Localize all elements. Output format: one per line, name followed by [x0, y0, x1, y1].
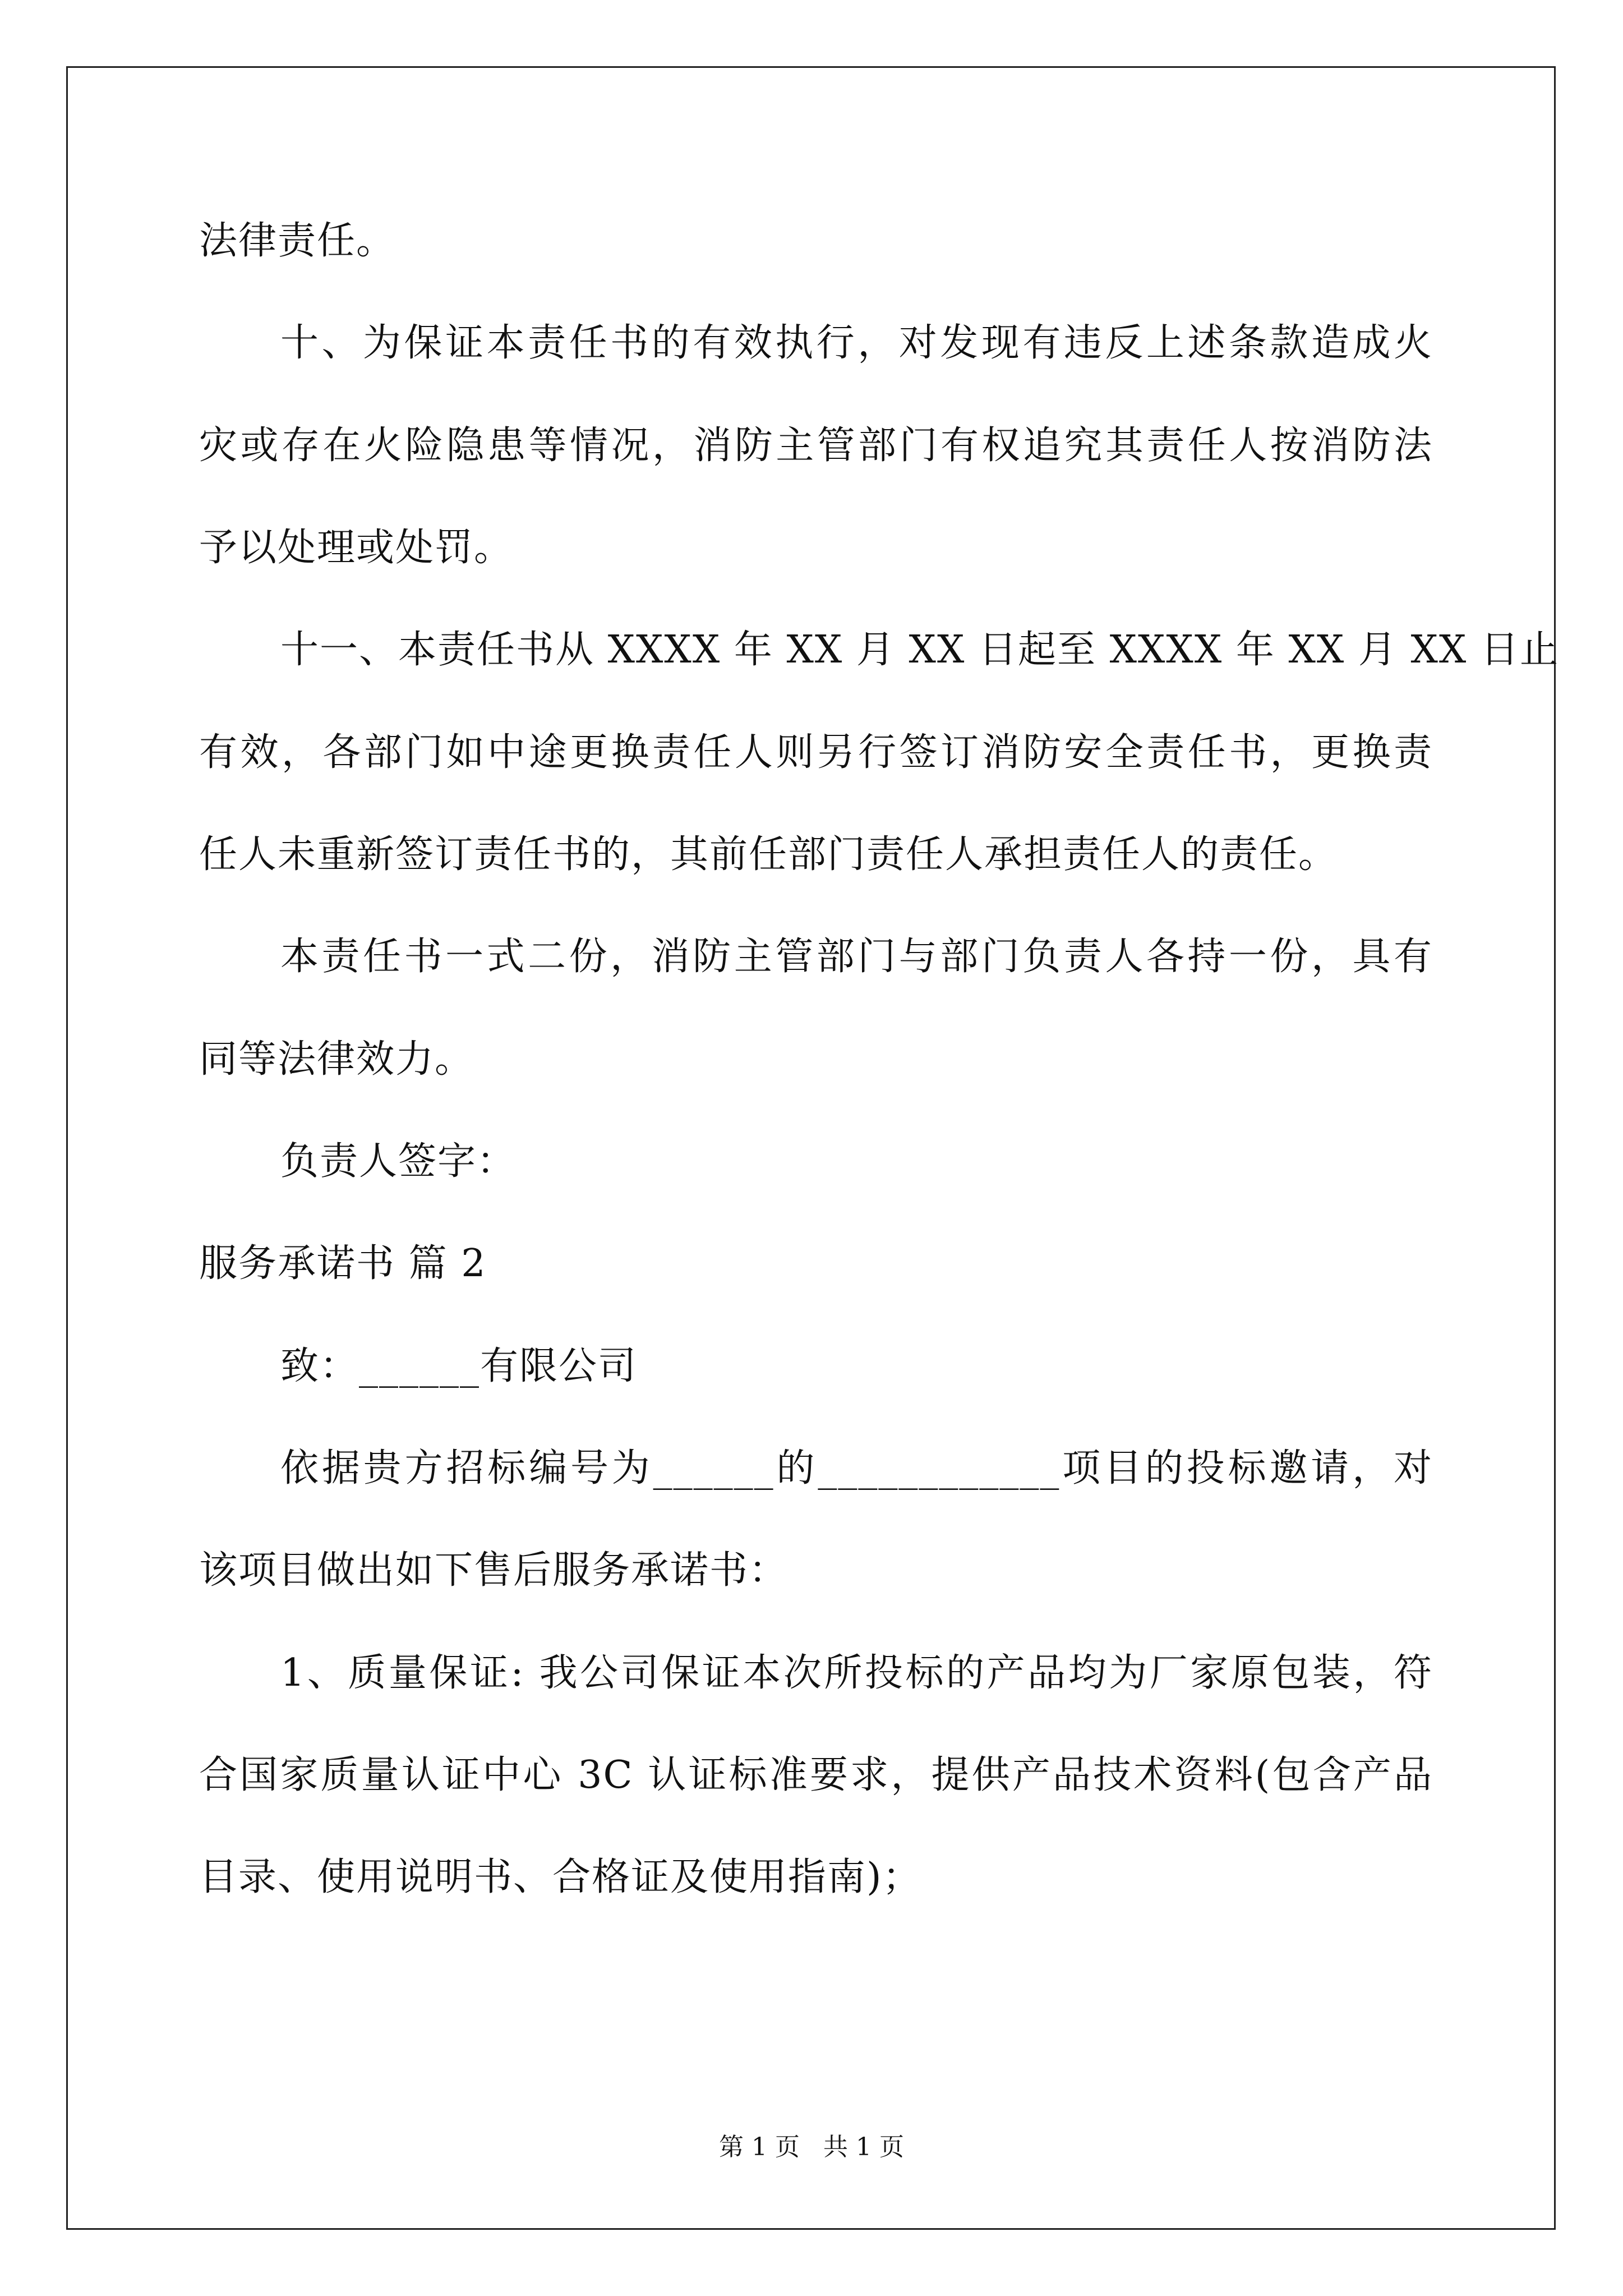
text-line-16: 合国家质量认证中心 3C 认证标准要求，提供产品技术资料(包含产品	[199, 1753, 1433, 1797]
text-line-8: 本责任书一式二份，消防主管部门与部门负责人各持一份，具有	[280, 935, 1433, 979]
addressee-line: 致：______有限公司	[280, 1344, 638, 1388]
section-heading: 服务承诺书 篇 2	[199, 1241, 487, 1286]
text-line-7: 任人未重新签订责任书的，其前任部门责任人承担责任人的责任。	[199, 832, 1338, 877]
text-line-14: 该项目做出如下售后服务承诺书：	[199, 1548, 789, 1593]
signature-label: 负责人签字：	[280, 1139, 517, 1184]
text-line-1: 法律责任。	[199, 219, 396, 263]
page-footer: 第 1 页 共 1 页	[719, 2133, 904, 2161]
text-line-6: 有效，各部门如中途更换责任人则另行签订消防安全责任书，更换责	[199, 730, 1433, 775]
text-line-4: 予以处理或处罚。	[199, 526, 514, 570]
text-line-13: 依据贵方招标编号为______的____________项目的投标邀请，对	[280, 1446, 1433, 1490]
text-line-9: 同等法律效力。	[199, 1037, 474, 1082]
text-line-2: 十、为保证本责任书的有效执行，对发现有违反上述条款造成火	[280, 321, 1433, 365]
text-line-3: 灾或存在火险隐患等情况，消防主管部门有权追究其责任人按消防法	[199, 424, 1433, 468]
text-line-5: 十一、本责任书从 XXXX 年 XX 月 XX 日起至 XXXX 年 XX 月 XX 日止	[280, 628, 1559, 672]
text-line-17: 目录、使用说明书、合格证及使用指南)；	[199, 1855, 922, 1899]
text-line-15: 1、质量保证: 我公司保证本次所投标的产品均为厂家原包装，符	[280, 1651, 1433, 1695]
